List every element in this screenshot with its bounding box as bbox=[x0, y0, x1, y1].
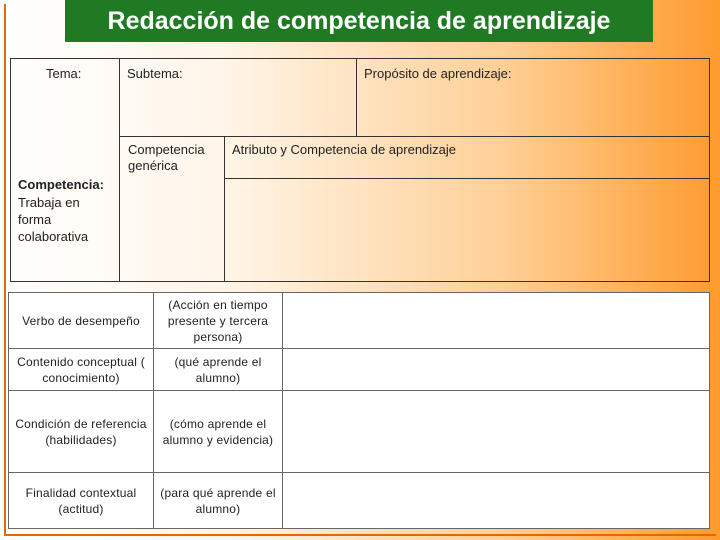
row-hint: (para qué aprende el alumno) bbox=[154, 473, 283, 529]
row-hint: (qué aprende el alumno) bbox=[154, 349, 283, 391]
row-input[interactable] bbox=[283, 293, 710, 349]
tema-label: Tema: bbox=[46, 66, 82, 81]
page-title: Redacción de competencia de aprendizaje bbox=[65, 0, 653, 42]
row-input[interactable] bbox=[283, 349, 710, 391]
row-label: Verbo de desempeño bbox=[9, 293, 154, 349]
competencia-generica-label: Competencia genérica bbox=[128, 142, 205, 173]
table-row bbox=[9, 349, 710, 391]
proposito-label: Propósito de aprendizaje: bbox=[364, 66, 512, 81]
table-row bbox=[9, 473, 710, 529]
table-row bbox=[9, 293, 710, 349]
competencia-table bbox=[8, 292, 710, 529]
competencia-title: Competencia: bbox=[18, 177, 104, 192]
row-input[interactable] bbox=[283, 391, 710, 473]
competencia-value: Trabaja en forma colaborativa bbox=[18, 195, 89, 244]
atributo-header-line bbox=[224, 178, 710, 179]
tema-cell bbox=[10, 58, 120, 282]
subtema-label: Subtema: bbox=[127, 66, 183, 81]
row-label: Finalidad contextual (actitud) bbox=[9, 473, 154, 529]
table-row bbox=[9, 391, 710, 473]
competencia-cell bbox=[10, 281, 120, 282]
row-hint: (cómo aprende el alumno y evidencia) bbox=[154, 391, 283, 473]
atributo-label: Atributo y Competencia de aprendizaje bbox=[232, 142, 457, 157]
row-hint: (Acción en tiempo presente y tercera persona) bbox=[154, 293, 283, 349]
row-label: Condición de referencia (habilidades) bbox=[9, 391, 154, 473]
row-label: Contenido conceptual ( conocimiento) bbox=[9, 349, 154, 391]
row-input[interactable] bbox=[283, 473, 710, 529]
